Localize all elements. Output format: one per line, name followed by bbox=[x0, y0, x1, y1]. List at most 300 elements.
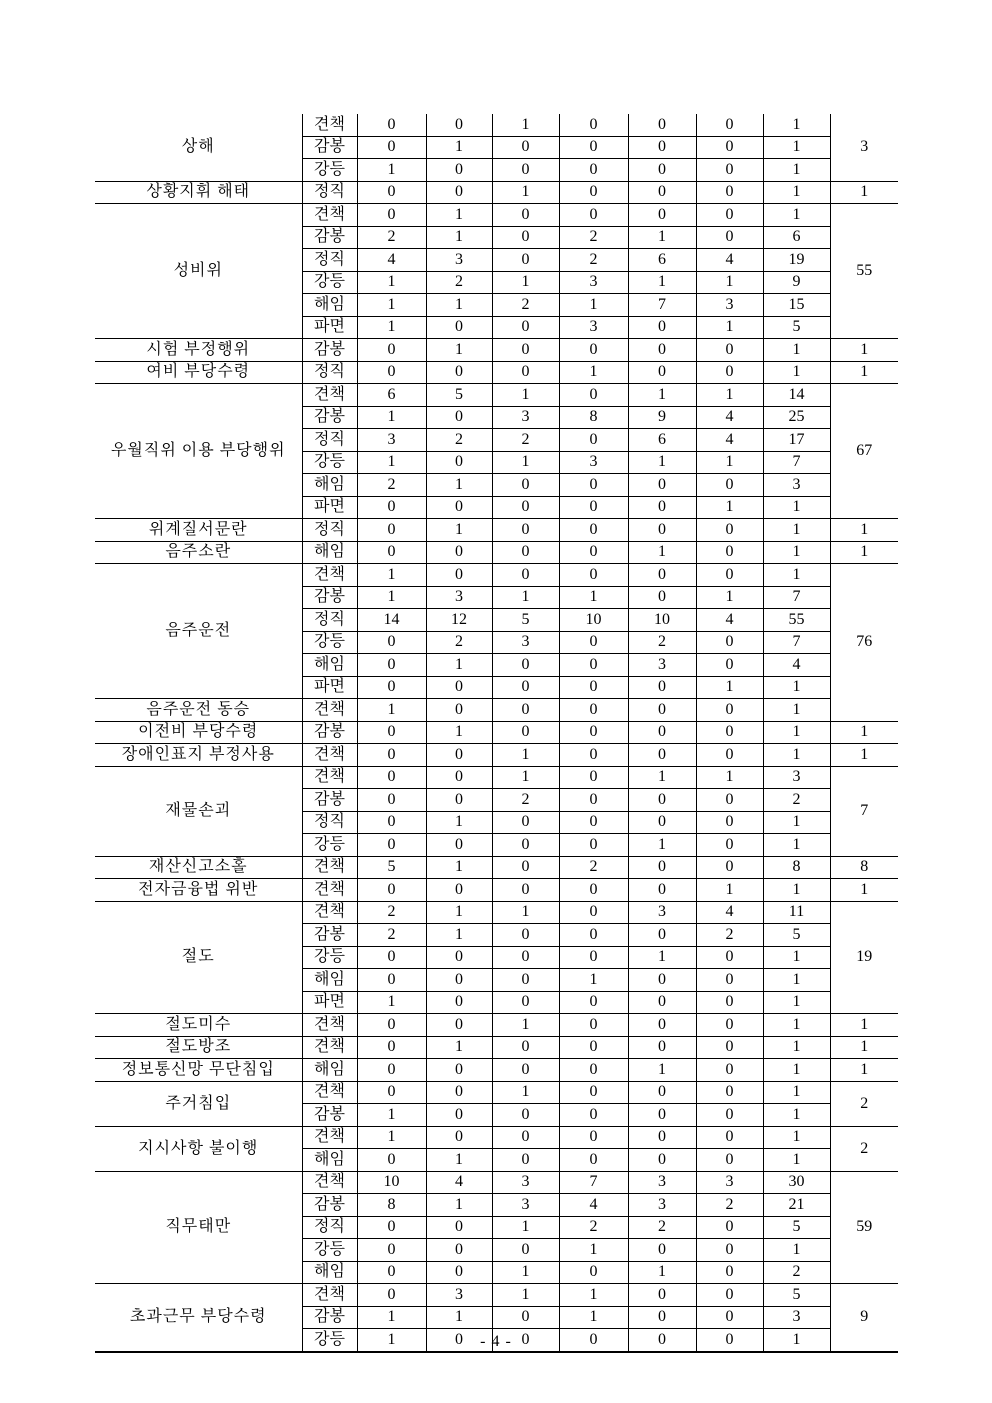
table-row bbox=[95, 1014, 898, 1037]
sanction-type-cell: 견책 bbox=[302, 1171, 357, 1194]
count-cell: 2 bbox=[628, 631, 696, 654]
count-cell: 0 bbox=[492, 1126, 559, 1149]
count-cell: 0 bbox=[628, 1014, 696, 1037]
count-cell: 1 bbox=[492, 1261, 559, 1284]
sanction-type-cell: 견책 bbox=[302, 1014, 357, 1037]
count-cell: 0 bbox=[559, 204, 628, 227]
count-cell: 0 bbox=[696, 1036, 763, 1059]
group-total-cell: 1 bbox=[830, 361, 898, 384]
row-total-cell: 1 bbox=[763, 204, 830, 227]
count-cell: 0 bbox=[492, 159, 559, 182]
group-total-cell: 1 bbox=[830, 339, 898, 362]
count-cell: 1 bbox=[357, 406, 426, 429]
row-total-cell: 1 bbox=[763, 1059, 830, 1082]
row-total-cell: 11 bbox=[763, 901, 830, 924]
sanction-type-cell: 감봉 bbox=[302, 1194, 357, 1217]
count-cell: 0 bbox=[696, 811, 763, 834]
count-cell: 0 bbox=[696, 1126, 763, 1149]
count-cell: 0 bbox=[628, 316, 696, 339]
category-cell: 정보통신망 무단침입 bbox=[95, 1059, 302, 1082]
count-cell: 0 bbox=[357, 811, 426, 834]
count-cell: 0 bbox=[559, 429, 628, 452]
count-cell: 0 bbox=[492, 136, 559, 159]
count-cell: 0 bbox=[559, 811, 628, 834]
count-cell: 0 bbox=[426, 879, 492, 902]
count-cell: 1 bbox=[696, 451, 763, 474]
count-cell: 0 bbox=[492, 339, 559, 362]
category-cell: 음주소란 bbox=[95, 541, 302, 564]
count-cell: 1 bbox=[628, 766, 696, 789]
row-total-cell: 1 bbox=[763, 1126, 830, 1149]
category-cell: 재물손괴 bbox=[95, 766, 302, 856]
sanction-type-cell: 정직 bbox=[302, 609, 357, 632]
count-cell: 0 bbox=[628, 586, 696, 609]
count-cell: 1 bbox=[492, 271, 559, 294]
category-cell: 시험 부정행위 bbox=[95, 339, 302, 362]
sanction-type-cell: 정직 bbox=[302, 811, 357, 834]
sanction-type-cell: 견책 bbox=[302, 856, 357, 879]
category-cell: 초과근무 부당수령 bbox=[95, 1284, 302, 1352]
count-cell: 3 bbox=[628, 1194, 696, 1217]
row-total-cell: 1 bbox=[763, 676, 830, 699]
sanction-type-cell: 견책 bbox=[302, 564, 357, 587]
count-cell: 0 bbox=[492, 969, 559, 992]
row-total-cell: 3 bbox=[763, 766, 830, 789]
table-row bbox=[95, 519, 898, 542]
count-cell: 0 bbox=[696, 991, 763, 1014]
category-cell: 지시사항 불이행 bbox=[95, 1126, 302, 1171]
row-total-cell: 1 bbox=[763, 1104, 830, 1127]
count-cell: 0 bbox=[628, 721, 696, 744]
row-total-cell: 1 bbox=[763, 991, 830, 1014]
sanction-type-cell: 해임 bbox=[302, 541, 357, 564]
count-cell: 0 bbox=[628, 1126, 696, 1149]
category-cell: 주거침입 bbox=[95, 1081, 302, 1126]
count-cell: 0 bbox=[559, 834, 628, 857]
row-total-cell: 17 bbox=[763, 429, 830, 452]
count-cell: 0 bbox=[559, 924, 628, 947]
count-cell: 0 bbox=[492, 1306, 559, 1329]
count-cell: 1 bbox=[628, 384, 696, 407]
count-cell: 1 bbox=[628, 541, 696, 564]
count-cell: 1 bbox=[559, 969, 628, 992]
count-cell: 0 bbox=[696, 204, 763, 227]
count-cell: 0 bbox=[357, 1014, 426, 1037]
row-total-cell: 1 bbox=[763, 1036, 830, 1059]
count-cell: 0 bbox=[628, 969, 696, 992]
count-cell: 0 bbox=[426, 114, 492, 136]
count-cell: 1 bbox=[628, 271, 696, 294]
sanction-type-cell: 강등 bbox=[302, 1239, 357, 1262]
row-total-cell: 1 bbox=[763, 1014, 830, 1037]
category-cell: 절도방조 bbox=[95, 1036, 302, 1059]
count-cell: 0 bbox=[357, 766, 426, 789]
count-cell: 3 bbox=[426, 1284, 492, 1307]
count-cell: 0 bbox=[426, 946, 492, 969]
sanction-type-cell: 파면 bbox=[302, 496, 357, 519]
sanction-type-cell: 견책 bbox=[302, 744, 357, 767]
count-cell: 0 bbox=[559, 631, 628, 654]
count-cell: 2 bbox=[357, 474, 426, 497]
count-cell: 1 bbox=[628, 1059, 696, 1082]
count-cell: 1 bbox=[426, 474, 492, 497]
count-cell: 0 bbox=[357, 1216, 426, 1239]
count-cell: 0 bbox=[426, 1239, 492, 1262]
count-cell: 0 bbox=[696, 136, 763, 159]
row-total-cell: 1 bbox=[763, 1239, 830, 1262]
count-cell: 0 bbox=[559, 789, 628, 812]
count-cell: 5 bbox=[492, 609, 559, 632]
count-cell: 6 bbox=[628, 249, 696, 272]
count-cell: 0 bbox=[357, 1081, 426, 1104]
count-cell: 0 bbox=[492, 1104, 559, 1127]
table-row bbox=[95, 114, 898, 136]
count-cell: 0 bbox=[426, 1216, 492, 1239]
sanction-type-cell: 강등 bbox=[302, 946, 357, 969]
count-cell: 3 bbox=[559, 316, 628, 339]
sanction-type-cell: 견책 bbox=[302, 204, 357, 227]
group-total-cell: 9 bbox=[830, 1284, 898, 1352]
count-cell: 0 bbox=[559, 676, 628, 699]
count-cell: 3 bbox=[492, 406, 559, 429]
count-cell: 3 bbox=[696, 1171, 763, 1194]
count-cell: 0 bbox=[696, 564, 763, 587]
count-cell: 0 bbox=[559, 1126, 628, 1149]
sanction-type-cell: 해임 bbox=[302, 294, 357, 317]
count-cell: 2 bbox=[492, 429, 559, 452]
count-cell: 2 bbox=[696, 924, 763, 947]
count-cell: 1 bbox=[426, 811, 492, 834]
table-row bbox=[95, 744, 898, 767]
row-total-cell: 1 bbox=[763, 361, 830, 384]
row-total-cell: 7 bbox=[763, 586, 830, 609]
count-cell: 0 bbox=[559, 654, 628, 677]
count-cell: 0 bbox=[492, 924, 559, 947]
count-cell: 0 bbox=[426, 676, 492, 699]
count-cell: 1 bbox=[426, 1036, 492, 1059]
sanction-type-cell: 강등 bbox=[302, 271, 357, 294]
count-cell: 1 bbox=[492, 451, 559, 474]
count-cell: 0 bbox=[628, 1239, 696, 1262]
category-cell: 절도 bbox=[95, 901, 302, 1014]
sanction-type-cell: 파면 bbox=[302, 676, 357, 699]
count-cell: 1 bbox=[426, 339, 492, 362]
sanction-type-cell: 해임 bbox=[302, 969, 357, 992]
count-cell: 1 bbox=[492, 1216, 559, 1239]
count-cell: 0 bbox=[357, 676, 426, 699]
row-total-cell: 1 bbox=[763, 339, 830, 362]
group-total-cell: 1 bbox=[830, 879, 898, 902]
count-cell: 0 bbox=[357, 181, 426, 204]
count-cell: 3 bbox=[492, 1194, 559, 1217]
count-cell: 0 bbox=[559, 1036, 628, 1059]
sanction-type-cell: 정직 bbox=[302, 361, 357, 384]
count-cell: 1 bbox=[492, 384, 559, 407]
count-cell: 1 bbox=[426, 226, 492, 249]
count-cell: 0 bbox=[696, 114, 763, 136]
count-cell: 3 bbox=[628, 654, 696, 677]
sanction-type-cell: 해임 bbox=[302, 474, 357, 497]
count-cell: 1 bbox=[357, 159, 426, 182]
count-cell: 0 bbox=[628, 1036, 696, 1059]
count-cell: 0 bbox=[559, 879, 628, 902]
sanction-type-cell: 견책 bbox=[302, 114, 357, 136]
count-cell: 2 bbox=[559, 249, 628, 272]
count-cell: 0 bbox=[426, 834, 492, 857]
count-cell: 0 bbox=[426, 564, 492, 587]
count-cell: 1 bbox=[357, 991, 426, 1014]
count-cell: 0 bbox=[357, 541, 426, 564]
row-total-cell: 9 bbox=[763, 271, 830, 294]
count-cell: 4 bbox=[696, 429, 763, 452]
count-cell: 0 bbox=[492, 811, 559, 834]
count-cell: 0 bbox=[696, 721, 763, 744]
count-cell: 0 bbox=[559, 721, 628, 744]
count-cell: 6 bbox=[628, 429, 696, 452]
category-cell: 재산신고소홀 bbox=[95, 856, 302, 879]
count-cell: 8 bbox=[559, 406, 628, 429]
count-cell: 0 bbox=[628, 136, 696, 159]
sanction-type-cell: 해임 bbox=[302, 1149, 357, 1172]
table-row bbox=[95, 1036, 898, 1059]
count-cell: 1 bbox=[628, 946, 696, 969]
count-cell: 0 bbox=[559, 1104, 628, 1127]
sanction-type-cell: 정직 bbox=[302, 181, 357, 204]
count-cell: 0 bbox=[628, 114, 696, 136]
count-cell: 0 bbox=[426, 159, 492, 182]
count-cell: 0 bbox=[628, 1081, 696, 1104]
count-cell: 0 bbox=[492, 1239, 559, 1262]
page-number: - 4 - bbox=[480, 1333, 512, 1350]
count-cell: 1 bbox=[357, 451, 426, 474]
row-total-cell: 7 bbox=[763, 631, 830, 654]
count-cell: 0 bbox=[492, 316, 559, 339]
count-cell: 0 bbox=[696, 1306, 763, 1329]
count-cell: 0 bbox=[357, 969, 426, 992]
row-total-cell: 25 bbox=[763, 406, 830, 429]
row-total-cell: 7 bbox=[763, 451, 830, 474]
count-cell: 0 bbox=[492, 1059, 559, 1082]
table-row bbox=[95, 901, 898, 924]
table-row bbox=[95, 879, 898, 902]
category-cell: 절도미수 bbox=[95, 1014, 302, 1037]
row-total-cell: 30 bbox=[763, 1171, 830, 1194]
table-row bbox=[95, 699, 898, 722]
group-total-cell: 1 bbox=[830, 1059, 898, 1082]
row-total-cell: 1 bbox=[763, 744, 830, 767]
count-cell: 4 bbox=[559, 1194, 628, 1217]
count-cell: 1 bbox=[357, 1126, 426, 1149]
count-cell: 1 bbox=[559, 294, 628, 317]
count-cell: 0 bbox=[426, 699, 492, 722]
count-cell: 0 bbox=[559, 1329, 628, 1352]
table-row bbox=[95, 204, 898, 227]
count-cell: 0 bbox=[559, 1149, 628, 1172]
count-cell: 0 bbox=[628, 1329, 696, 1352]
row-total-cell: 2 bbox=[763, 789, 830, 812]
row-total-cell: 1 bbox=[763, 181, 830, 204]
count-cell: 0 bbox=[492, 834, 559, 857]
count-cell: 2 bbox=[559, 1216, 628, 1239]
count-cell: 0 bbox=[559, 384, 628, 407]
count-cell: 3 bbox=[559, 271, 628, 294]
count-cell: 0 bbox=[628, 564, 696, 587]
count-cell: 4 bbox=[696, 406, 763, 429]
count-cell: 0 bbox=[559, 901, 628, 924]
row-total-cell: 1 bbox=[763, 969, 830, 992]
count-cell: 1 bbox=[492, 586, 559, 609]
row-total-cell: 1 bbox=[763, 159, 830, 182]
row-total-cell: 5 bbox=[763, 316, 830, 339]
count-cell: 10 bbox=[357, 1171, 426, 1194]
sanction-type-cell: 견책 bbox=[302, 1126, 357, 1149]
sanction-type-cell: 강등 bbox=[302, 1329, 357, 1352]
row-total-cell: 1 bbox=[763, 699, 830, 722]
count-cell: 8 bbox=[357, 1194, 426, 1217]
sanction-type-cell: 강등 bbox=[302, 834, 357, 857]
count-cell: 0 bbox=[559, 1014, 628, 1037]
count-cell: 0 bbox=[696, 159, 763, 182]
count-cell: 1 bbox=[426, 924, 492, 947]
count-cell: 3 bbox=[492, 631, 559, 654]
count-cell: 0 bbox=[696, 699, 763, 722]
sanction-type-cell: 파면 bbox=[302, 316, 357, 339]
count-cell: 0 bbox=[628, 879, 696, 902]
count-cell: 0 bbox=[628, 991, 696, 1014]
count-cell: 2 bbox=[357, 901, 426, 924]
count-cell: 1 bbox=[426, 136, 492, 159]
count-cell: 0 bbox=[696, 631, 763, 654]
count-cell: 1 bbox=[357, 271, 426, 294]
count-cell: 0 bbox=[559, 339, 628, 362]
count-cell: 3 bbox=[357, 429, 426, 452]
sanction-type-cell: 감봉 bbox=[302, 339, 357, 362]
row-total-cell: 3 bbox=[763, 474, 830, 497]
count-cell: 0 bbox=[559, 136, 628, 159]
sanction-type-cell: 감봉 bbox=[302, 1306, 357, 1329]
sanction-type-cell: 정직 bbox=[302, 519, 357, 542]
row-total-cell: 15 bbox=[763, 294, 830, 317]
count-cell: 1 bbox=[492, 181, 559, 204]
count-cell: 1 bbox=[559, 586, 628, 609]
row-total-cell: 8 bbox=[763, 856, 830, 879]
group-total-cell: 1 bbox=[830, 1036, 898, 1059]
count-cell: 0 bbox=[628, 204, 696, 227]
sanction-type-cell: 견책 bbox=[302, 384, 357, 407]
count-cell: 1 bbox=[426, 901, 492, 924]
count-cell: 0 bbox=[696, 1059, 763, 1082]
row-total-cell: 19 bbox=[763, 249, 830, 272]
count-cell: 0 bbox=[357, 361, 426, 384]
count-cell: 0 bbox=[696, 1081, 763, 1104]
row-total-cell: 1 bbox=[763, 834, 830, 857]
count-cell: 1 bbox=[696, 676, 763, 699]
count-cell: 2 bbox=[426, 271, 492, 294]
count-cell: 0 bbox=[696, 339, 763, 362]
group-total-cell: 59 bbox=[830, 1171, 898, 1284]
sanction-type-cell: 해임 bbox=[302, 1261, 357, 1284]
count-cell: 2 bbox=[559, 226, 628, 249]
count-cell: 0 bbox=[357, 136, 426, 159]
row-total-cell: 1 bbox=[763, 1081, 830, 1104]
count-cell: 1 bbox=[492, 744, 559, 767]
count-cell: 5 bbox=[357, 856, 426, 879]
row-total-cell: 1 bbox=[763, 811, 830, 834]
sanction-type-cell: 해임 bbox=[302, 654, 357, 677]
count-cell: 7 bbox=[628, 294, 696, 317]
count-cell: 10 bbox=[559, 609, 628, 632]
sanction-type-cell: 견책 bbox=[302, 699, 357, 722]
count-cell: 0 bbox=[426, 1059, 492, 1082]
count-cell: 2 bbox=[492, 294, 559, 317]
count-cell: 0 bbox=[357, 946, 426, 969]
count-cell: 0 bbox=[696, 1284, 763, 1307]
count-cell: 1 bbox=[559, 1284, 628, 1307]
count-cell: 0 bbox=[696, 789, 763, 812]
sanction-type-cell: 정직 bbox=[302, 1216, 357, 1239]
count-cell: 1 bbox=[559, 1239, 628, 1262]
count-cell: 0 bbox=[559, 1059, 628, 1082]
sanction-type-cell: 감봉 bbox=[302, 1104, 357, 1127]
count-cell: 1 bbox=[696, 496, 763, 519]
count-cell: 0 bbox=[492, 654, 559, 677]
count-cell: 0 bbox=[492, 699, 559, 722]
row-total-cell: 1 bbox=[763, 879, 830, 902]
count-cell: 0 bbox=[696, 1329, 763, 1352]
count-cell: 0 bbox=[492, 879, 559, 902]
sanction-type-cell: 감봉 bbox=[302, 406, 357, 429]
count-cell: 0 bbox=[696, 654, 763, 677]
count-cell: 1 bbox=[426, 721, 492, 744]
count-cell: 0 bbox=[628, 1104, 696, 1127]
count-cell: 0 bbox=[357, 744, 426, 767]
count-cell: 0 bbox=[492, 249, 559, 272]
count-cell: 0 bbox=[426, 1329, 492, 1352]
count-cell: 1 bbox=[492, 901, 559, 924]
count-cell: 0 bbox=[357, 114, 426, 136]
count-cell: 0 bbox=[696, 1014, 763, 1037]
group-total-cell: 3 bbox=[830, 114, 898, 181]
category-cell: 음주운전 동승 bbox=[95, 699, 302, 722]
count-cell: 3 bbox=[628, 901, 696, 924]
count-cell: 0 bbox=[559, 699, 628, 722]
count-cell: 0 bbox=[628, 744, 696, 767]
category-cell: 성비위 bbox=[95, 204, 302, 339]
count-cell: 3 bbox=[492, 1171, 559, 1194]
count-cell: 0 bbox=[357, 204, 426, 227]
count-cell: 0 bbox=[559, 474, 628, 497]
count-cell: 0 bbox=[492, 721, 559, 744]
count-cell: 0 bbox=[696, 834, 763, 857]
count-cell: 2 bbox=[492, 789, 559, 812]
count-cell: 0 bbox=[426, 361, 492, 384]
count-cell: 0 bbox=[357, 496, 426, 519]
count-cell: 0 bbox=[628, 676, 696, 699]
count-cell: 1 bbox=[426, 1306, 492, 1329]
count-cell: 0 bbox=[357, 721, 426, 744]
count-cell: 1 bbox=[492, 766, 559, 789]
category-cell: 이전비 부당수령 bbox=[95, 721, 302, 744]
count-cell: 1 bbox=[357, 1104, 426, 1127]
count-cell: 0 bbox=[559, 114, 628, 136]
count-cell: 1 bbox=[357, 1306, 426, 1329]
count-cell: 2 bbox=[696, 1194, 763, 1217]
group-total-cell: 1 bbox=[830, 744, 898, 767]
count-cell: 0 bbox=[426, 406, 492, 429]
count-cell: 0 bbox=[628, 1284, 696, 1307]
count-cell: 0 bbox=[559, 946, 628, 969]
count-cell: 0 bbox=[696, 1216, 763, 1239]
